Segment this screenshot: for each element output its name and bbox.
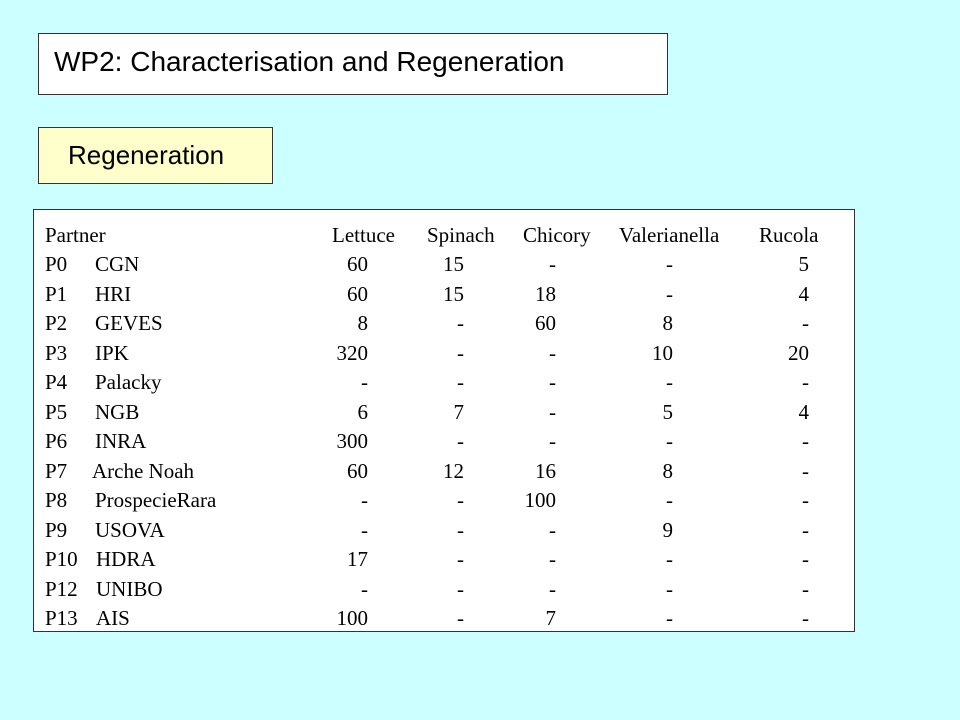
value-spinach: - (457, 576, 464, 601)
value-valerianella: 8 (662, 458, 673, 483)
value-chicory: - (549, 517, 556, 542)
value-lettuce: 60 (347, 252, 368, 276)
value-spinach: - (457, 370, 464, 394)
value-valerianella: 5 (662, 399, 673, 424)
partner-name: HDRA (96, 547, 156, 571)
partner-name: Palacky (95, 370, 162, 394)
value-lettuce: - (361, 576, 368, 601)
value-valerianella: - (666, 547, 673, 571)
partner-code: P9 (45, 517, 68, 542)
header-partner: Partner (45, 223, 106, 247)
value-chicory: - (549, 547, 556, 571)
value-valerianella: - (666, 429, 673, 453)
value-spinach: 15 (443, 252, 464, 276)
partner-name: INRA (95, 429, 147, 453)
value-chicory: 7 (545, 606, 556, 630)
value-lettuce: - (361, 370, 368, 394)
partner-name: CGN (95, 252, 140, 276)
value-spinach: 7 (453, 399, 464, 424)
value-lettuce: - (361, 517, 368, 542)
value-lettuce: 100 (336, 606, 368, 630)
value-spinach: 12 (443, 458, 464, 483)
partner-code: P4 (45, 370, 68, 394)
value-spinach: - (457, 429, 464, 453)
value-rucola: 5 (798, 252, 809, 276)
value-rucola: - (802, 547, 809, 571)
value-valerianella: 9 (662, 517, 673, 542)
slide-title-box (38, 33, 668, 95)
value-spinach: - (457, 488, 464, 512)
value-rucola: - (802, 429, 809, 453)
partner-name: ProspecieRara (95, 488, 217, 512)
value-valerianella: - (666, 281, 673, 306)
value-rucola: - (802, 458, 809, 483)
partner-code: P5 (45, 399, 68, 424)
partner-name: AIS (96, 606, 130, 630)
partner-name: HRI (95, 281, 132, 306)
value-valerianella: 8 (662, 311, 673, 335)
value-chicory: 18 (535, 281, 556, 306)
value-valerianella: - (666, 488, 673, 512)
value-lettuce: - (361, 488, 368, 512)
value-chicory: 60 (535, 311, 556, 335)
value-rucola: - (802, 517, 809, 542)
value-valerianella: - (666, 606, 673, 630)
partner-name: USOVA (95, 517, 165, 542)
value-spinach: - (457, 606, 464, 630)
partner-name: UNIBO (96, 576, 163, 601)
value-rucola: 20 (788, 340, 809, 365)
value-rucola: 4 (798, 281, 809, 306)
value-spinach: - (457, 311, 464, 335)
partner-code: P1 (45, 281, 68, 306)
value-chicory: 16 (535, 458, 556, 483)
value-spinach: - (457, 517, 464, 542)
partner-name: NGB (95, 399, 140, 424)
value-lettuce: 6 (357, 399, 368, 424)
value-spinach: 15 (443, 281, 464, 306)
section-label-box (38, 127, 273, 184)
header-rucola: Rucola (759, 223, 819, 247)
value-chicory: - (549, 429, 556, 453)
value-rucola: - (802, 606, 809, 630)
partner-name: Arche Noah (92, 458, 195, 483)
partner-code: P3 (45, 340, 68, 365)
header-chicory: Chicory (523, 223, 591, 247)
value-lettuce: 60 (347, 281, 368, 306)
value-chicory: - (549, 576, 556, 601)
value-chicory: - (549, 340, 556, 365)
value-chicory: - (549, 399, 556, 424)
value-rucola: 4 (798, 399, 809, 424)
partner-name: GEVES (95, 311, 163, 335)
partner-code: P12 (45, 576, 78, 601)
value-lettuce: 300 (336, 429, 368, 453)
partner-name: IPK (95, 340, 129, 365)
value-rucola: - (802, 488, 809, 512)
value-chicory: - (549, 370, 556, 394)
partner-code: P2 (45, 311, 68, 335)
value-valerianella: - (666, 576, 673, 601)
value-chicory: 100 (524, 488, 556, 512)
value-rucola: - (802, 311, 809, 335)
partner-code: P8 (45, 488, 68, 512)
partner-code: P7 (45, 458, 68, 483)
value-spinach: - (457, 547, 464, 571)
value-lettuce: 8 (357, 311, 368, 335)
partner-code: P6 (45, 429, 68, 453)
value-rucola: - (802, 576, 809, 601)
value-chicory: - (549, 252, 556, 276)
partner-code: P0 (45, 252, 68, 276)
value-valerianella: - (666, 370, 673, 394)
partner-code: P10 (45, 547, 78, 571)
section-label: Regeneration (68, 140, 225, 170)
partner-code: P13 (45, 606, 78, 630)
header-valerianella: Valerianella (619, 223, 720, 247)
regeneration-table (33, 209, 855, 632)
value-lettuce: 60 (347, 458, 368, 483)
value-valerianella: - (666, 252, 673, 276)
slide-title: WP2: Characterisation and Regeneration (54, 46, 565, 77)
header-lettuce: Lettuce (332, 223, 395, 247)
value-valerianella: 10 (652, 340, 673, 365)
value-lettuce: 17 (347, 547, 368, 571)
value-lettuce: 320 (336, 340, 368, 365)
header-spinach: Spinach (427, 223, 495, 247)
value-spinach: - (457, 340, 464, 365)
value-rucola: - (802, 370, 809, 394)
